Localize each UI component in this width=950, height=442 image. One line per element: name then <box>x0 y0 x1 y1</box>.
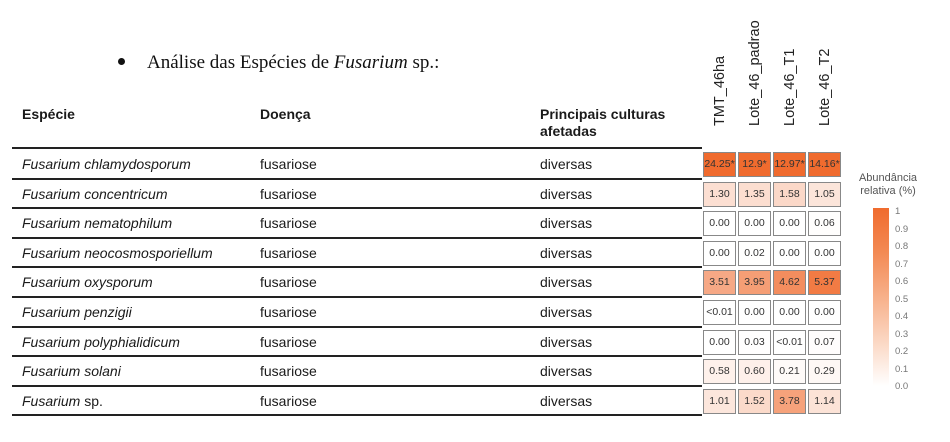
heatmap-cell: 3.78 <box>773 389 806 414</box>
legend-tick-label: 0.4 <box>895 311 909 322</box>
legend-tick-mark <box>889 212 893 213</box>
crops-cell: diversas <box>540 363 593 380</box>
legend-tick-mark <box>889 230 893 231</box>
species-italic: Fusarium solani <box>22 363 121 380</box>
heatmap-cell: 0.00 <box>773 211 806 236</box>
crops-cell: diversas <box>540 304 593 320</box>
heatmap-row <box>703 298 845 327</box>
heatmap-cell: 0.58 <box>703 359 736 384</box>
crops-cell: diversas <box>540 244 593 261</box>
species-name <box>22 393 103 409</box>
legend-tick-label: 0.2 <box>895 346 909 357</box>
column-header-label: TMT_46ha <box>712 55 728 126</box>
heatmap-cell: 4.62 <box>773 270 806 295</box>
table-row <box>12 239 702 268</box>
species-plain: sp. <box>80 392 103 409</box>
disease-cell: fusariose <box>260 156 317 172</box>
species-italic: Fusarium concentricum <box>22 185 168 202</box>
legend-tick-label: 0.5 <box>895 293 909 305</box>
legend-tick-label: 0.1 <box>895 363 909 375</box>
heatmap-cell: 0.06 <box>808 211 841 236</box>
legend-tick-label: 0.9 <box>895 223 909 235</box>
heatmap-cell: 0.00 <box>703 241 736 266</box>
row-divider <box>12 414 702 416</box>
disease-cell: fusariose <box>260 185 317 202</box>
table-row <box>12 150 702 179</box>
species-name <box>22 245 213 261</box>
heading-suffix: sp.: <box>407 52 440 73</box>
heatmap-cell: 0.03 <box>738 330 771 355</box>
table-row <box>12 209 702 238</box>
species-name <box>22 363 121 379</box>
species-italic: Fusarium polyphialidicum <box>22 333 180 350</box>
heatmap-cell: 0.00 <box>738 300 771 325</box>
disease-cell: fusariose <box>260 392 317 409</box>
legend-tick-mark <box>889 335 893 336</box>
legend-tick-mark <box>889 247 893 248</box>
species-italic: Fusarium nematophilum <box>22 215 173 232</box>
heatmap-row <box>703 239 845 268</box>
heatmap-cell: 0.29 <box>808 359 841 384</box>
species-name <box>22 156 191 172</box>
disease-cell: fusariose <box>260 304 317 320</box>
column-header-label: Lote_46_T1 <box>782 48 798 126</box>
legend-color-bar <box>873 208 889 386</box>
heatmap-cell: 0.07 <box>808 330 841 355</box>
column-header-label: Lote_46_T2 <box>817 48 833 126</box>
heatmap-row <box>703 357 845 386</box>
legend-title: Abundância relativa (%) <box>858 172 918 197</box>
heatmap-cell: 1.30 <box>703 182 736 207</box>
heading-prefix: Análise das Espécies de <box>147 52 334 73</box>
header-crops: Principais culturas afetadas <box>540 106 666 139</box>
species-name <box>22 274 153 290</box>
row-divider <box>12 147 702 149</box>
heatmap-cell: 5.37 <box>808 270 841 295</box>
heatmap-cell: 0.02 <box>738 241 771 266</box>
table-header <box>12 96 844 148</box>
heatmap-cell: 0.00 <box>808 300 841 325</box>
heatmap-row <box>703 387 845 416</box>
legend-tick-mark <box>889 300 893 301</box>
heatmap-cell: 3.95 <box>738 270 771 295</box>
species-name <box>22 215 172 231</box>
heatmap-cell: 1.01 <box>703 389 736 414</box>
heatmap-cell: 0.00 <box>808 241 841 266</box>
heatmap-row <box>703 150 845 179</box>
heatmap-cell: 0.00 <box>773 300 806 325</box>
header-disease: Doença <box>260 106 311 122</box>
heatmap-cell: 24.25* <box>703 152 736 177</box>
table-row <box>12 387 702 416</box>
table-row <box>12 268 702 297</box>
table-row <box>12 357 702 386</box>
heatmap-cell: 0.00 <box>703 330 736 355</box>
heading-italic: Fusarium <box>333 52 408 73</box>
column-header-label: Lote_46_padrao <box>747 20 763 126</box>
heatmap-cell: 1.05 <box>808 182 841 207</box>
disease-cell: fusariose <box>260 244 317 261</box>
heatmap-cell: 12.9* <box>738 152 771 177</box>
legend-tick-mark <box>889 282 893 283</box>
legend-tick-label: 0.3 <box>895 328 909 340</box>
legend-tick-label: 0.0 <box>895 381 909 392</box>
heatmap-row <box>703 328 845 357</box>
species-italic: Fusarium <box>22 392 81 409</box>
heatmap-cell: 3.51 <box>703 270 736 295</box>
crops-cell: diversas <box>540 274 593 291</box>
heatmap-cell: <0.01 <box>773 330 806 355</box>
heatmap-cell: 1.52 <box>738 389 771 414</box>
species-italic: Fusarium neocosmosporiellum <box>22 244 213 261</box>
heatmap-cell: <0.01 <box>703 300 736 325</box>
disease-cell: fusariose <box>260 274 317 291</box>
section-heading <box>118 52 439 74</box>
legend-tick-label: 0.8 <box>895 241 909 252</box>
legend-tick-mark <box>889 317 893 318</box>
legend-tick-mark <box>889 370 893 371</box>
header-species: Espécie <box>22 106 75 122</box>
legend-tick-mark <box>889 265 893 266</box>
heatmap-cell: 1.35 <box>738 182 771 207</box>
table-row <box>12 180 702 209</box>
heatmap-cell: 12.97* <box>773 152 806 177</box>
legend-tick-mark <box>889 387 893 388</box>
heatmap-cell: 14.16* <box>808 152 841 177</box>
species-name <box>22 186 168 202</box>
species-italic: Fusarium chlamydosporum <box>22 156 191 172</box>
crops-cell: diversas <box>540 333 593 350</box>
heatmap-cell: 0.00 <box>738 211 771 236</box>
heatmap-cell: 1.58 <box>773 182 806 207</box>
crops-cell: diversas <box>540 392 593 409</box>
disease-cell: fusariose <box>260 215 317 232</box>
species-italic: Fusarium oxysporum <box>22 274 153 291</box>
heatmap-row <box>703 180 845 209</box>
crops-cell: diversas <box>540 185 593 202</box>
heatmap-row <box>703 268 845 297</box>
legend-tick-mark <box>889 352 893 353</box>
species-name <box>22 334 180 350</box>
heatmap-cell: 0.00 <box>773 241 806 266</box>
legend-tick-label: 0.7 <box>895 258 909 270</box>
legend-tick-label: 1 <box>895 206 901 217</box>
table-row <box>12 328 702 357</box>
heatmap-cell: 0.00 <box>703 211 736 236</box>
species-italic: Fusarium penzigii <box>22 304 132 320</box>
heatmap-cell: 0.60 <box>738 359 771 384</box>
species-name <box>22 304 132 320</box>
heatmap-cell: 0.21 <box>773 359 806 384</box>
disease-cell: fusariose <box>260 363 317 380</box>
disease-cell: fusariose <box>260 333 317 350</box>
table-row <box>12 298 702 327</box>
bullet-icon <box>118 58 125 65</box>
crops-cell: diversas <box>540 215 593 232</box>
heatmap-row <box>703 209 845 238</box>
legend-tick-label: 0.6 <box>895 276 909 287</box>
heatmap-cell: 1.14 <box>808 389 841 414</box>
crops-cell: diversas <box>540 156 593 172</box>
